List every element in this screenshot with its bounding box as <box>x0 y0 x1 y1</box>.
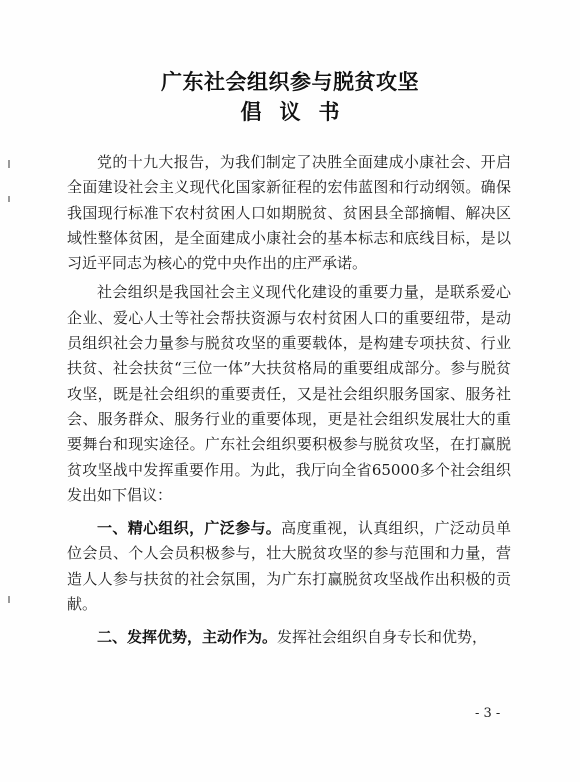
page-number: - 3 - <box>475 706 501 721</box>
document-body <box>67 150 511 655</box>
body-paragraph: 党的十九大报告，为我们制定了决胜全面建成小康社会、开启全面建设社会主义现代化国家新征程的宏伟蓝图和行动纲领。确保我国现行标准下农村贫困人口如期脱贫、贫困县全部摘帽、解决区域性整体贫困，是全面建成小康社会的基本标志和底线目标，是以习近平同志为核心的党中央作出的庄严承诺。 <box>67 153 511 273</box>
initiative-item-heading: 一、精心组织，广泛参与。 <box>97 519 282 538</box>
scan-margin-mark <box>8 160 10 168</box>
scan-margin-mark <box>8 596 10 603</box>
body-paragraph: 社会组织是我国社会主义现代化建设的重要力量，是联系爱心企业、爱心人士等社会帮扶资源与农村贫困人口的重要纽带，是动员组织社会力量参与脱贫攻坚的重要载体，是构建专项扶贫、行业扶贫、社会扶贫“三位一体”大扶贫格局的重要组成部分。参与脱贫攻坚，既是社会组织的重要责任，又是社会组织服务国家、服务社会、服务群众、服务行业的重要体现，更是社会组织发展壮大的重要舞台和现实途径。广东社会组织要积极参与脱贫攻坚，在打赢脱贫攻坚战中发挥重要作用。为此，我厅向全省65000多个社会组织发出如下倡议： <box>67 283 511 504</box>
document-subtitle: 倡议书 <box>240 99 358 124</box>
initiative-item-heading: 二、发挥优势，主动作为。 <box>97 628 278 647</box>
initiative-item-text: 高度重视，认真组织，广泛动员单位会员、个人会员积极参与，壮大脱贫攻坚的参与范围和力量，营造人人参与扶贫的社会氛围，为广东打赢脱贫攻坚战作出积极的贡献。 <box>67 519 511 614</box>
initiative-item-text: 发挥社会组织自身专长和优势， <box>277 628 488 647</box>
scan-margin-mark <box>8 196 10 202</box>
document-title: 广东社会组织参与脱贫攻坚 <box>161 69 419 94</box>
initiative-item <box>67 516 511 617</box>
initiative-item <box>67 625 511 650</box>
